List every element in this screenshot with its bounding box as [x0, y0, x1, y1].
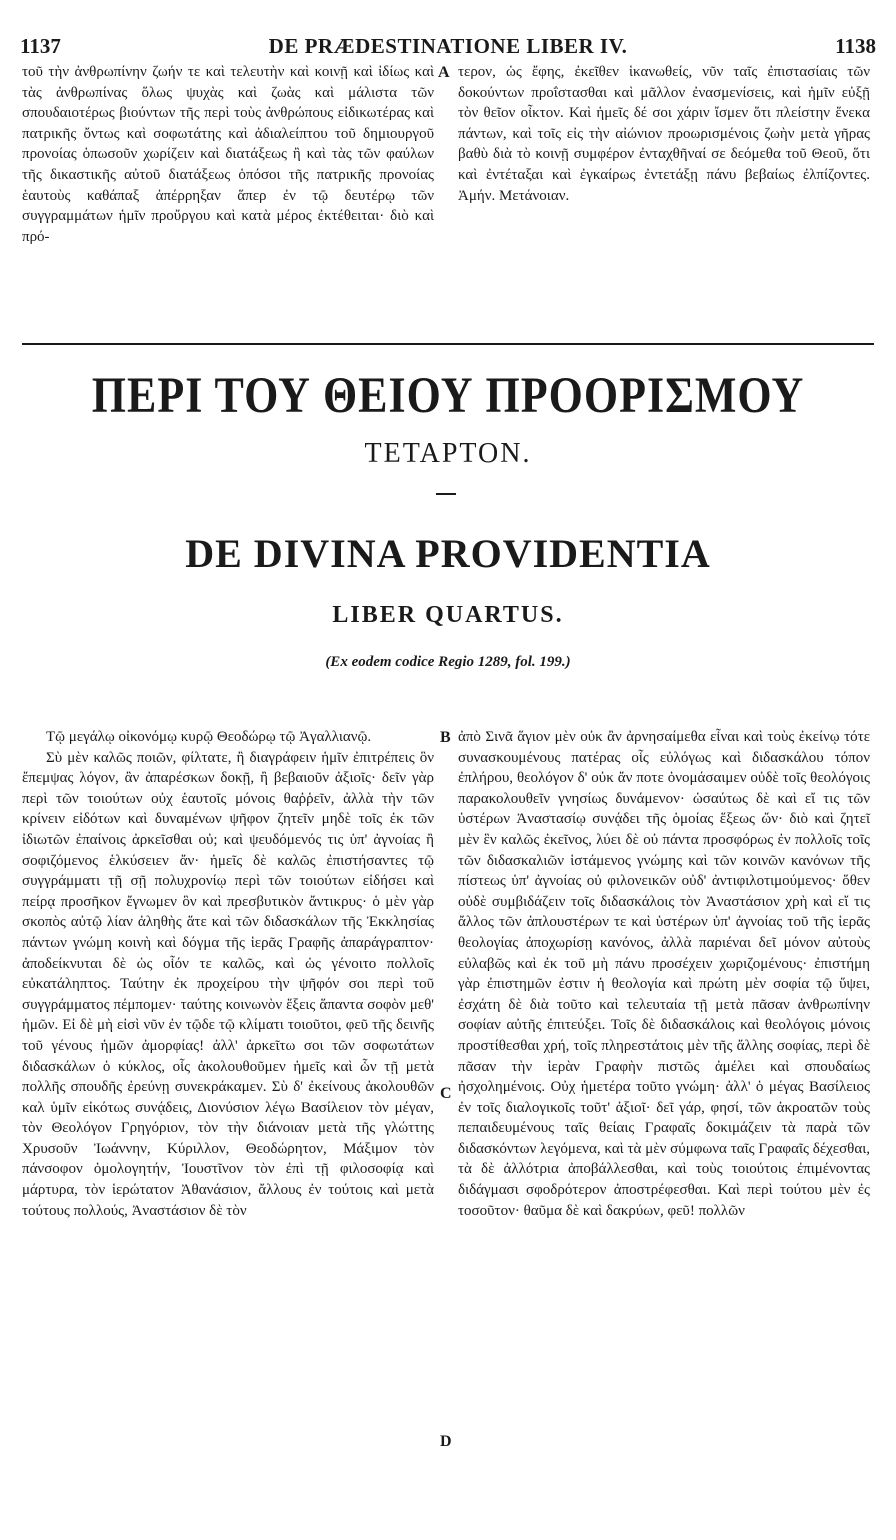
bottom-right-paragraph: ἀπὸ Σινᾶ ἅγιον μὲν οὐκ ἂν ἀρνησαίμεθα εἶναι καὶ τοὺς ἐκείνῳ τότε συνασκουμένους πατέρας οἷς εὐλόγως καὶ διδασκάλου τόπον ἐπλήρου, θεολόγον δ' οὐκ ἄν ποτε ὀνομάσαιμεν οὐδὲ τοῖς θεολόγοις παρακολουθεῖν γνησίως δυνάμενον· ὡσαύτως δὲ καὶ εἴ τις τῶν ὑστέρων Ἀναστασίῳ συνᾴδει τῆς ὁμοίας ἕξεως ὤν· διὸ καὶ ζητεῖ μὲν ἓν καλῶς ἐκεῖνος, λύει δὲ οὐ πάντα προσφόρως ἐν πολλοῖς τοῖς τῶν διδασκαλιῶν ἱστάμενος γνώμης καὶ τῶν κοινῶν κανόνων τῆς πίστεως ὑπ' ἀγνοίας οὐ φιλονεικῶν οὐδ' ἀντιφιλοτιμούμενος· ὅθεν οὐδὲ συμβιδάζειν τοῖς διδασκάλοις τὸν Ἀναστάσιον χρὴ καὶ εἴ τις ἄλλος τῶν ἁπλουστέρων τε καὶ ὑστέρων ὑπ' ἀγνοίας τοῦ τῆς ἱερᾶς θεολογίας ἀποχωρίσῃ κανόνος, ἀλλὰ παριέναι δεῖ μόνον αὐτοὺς εὐλαβῶς καὶ ἐκ τοῦ μὴ πάνυ προσέχειν χωριζομένους· ἐπιστήμη γὰρ ἐπιστημῶν ἐστιν ἡ θεολογία καὶ πρώτη μὲν σοφία τῷ ὕψει, ἐσχάτη δὲ διὰ τοῦτο καὶ τελευταία τῇ μετὰ πᾶσαν ἀνθρωπίνην σοφίαν αὐτῆς ἐπιτεύξει. Τοῖς δὲ διδασκάλοις καὶ θεολόγοις μόνοις προστίθεσθαι χρή, τοῖς πληρεστάτοις μὲν τῆς ἄλλης σοφίας, περὶ δὲ πᾶσαν τὴν ἱερὰν Γραφὴν πιστῶς ἀμέλει καὶ σπουδαίως ἠσχολημένοις. Οὐχ ἡμετέρα τοῦτο γνώμη· ἀλλ' ὁ μέγας Βασίλειος ἐν τοῖς διαλογικοῖς τοῦτ' ἀξιοῖ· δεῖ γάρ, φησί, τῶν ἀκροατῶν τοὺς πεπαιδευμένους ταῖς θείαις Γραφαῖς δοκιμάζειν τὰ παρὰ τῶν διδασκόντων λεγόμενα, καὶ τὰ μὲν σύμφωνα ταῖς Γραφαῖς δέχεσθαι, τὰ δὲ ἀλλότρια ἀποβάλλεσθαι, καὶ τοὺς τοιούτοις ἐπιμένοντας διδάγμασι σφοδρότερον ἀποστρέφεσθαι. Καὶ περὶ τούτου μὲν ἐς τοσοῦτον· θαῦμα δὲ καὶ δακρύων, φεῦ! πολλῶν: [458, 729, 870, 1219]
section-divider: [22, 343, 874, 345]
source-note: (Ex eodem codice Regio 1289, fol. 199.): [325, 654, 571, 670]
bottom-left-paragraph: Σὺ μὲν καλῶς ποιῶν, φίλτατε, ἢ διαγράφειν ἡμῖν ἐπιτρέπεις ὃν ἔπεμψας λόγον, ἂν ἀπαρέσκων δοκῇ, ἢ βεβαιοῦν ἀξιοῖς· δεῖν γὰρ περὶ τῶν τοιούτων οὐχ ἑαυτοῖς μόνοις θαῤῥεῖν, ἀλλὰ τὴν τῶν κρίνειν εἰδότων καὶ δυναμένων ψῆφον ζητεῖν μηδὲ τοῖς ἐκ τῶν ἰδιωτῶν ἐπαίνοις ἀρκεῖσθαι οὐ; καὶ ψευδόμενός τις ὑπ' ἀγνοίας ἢ σοφιζόμενος ἑλκύσειεν ἄν· ἡμεῖς δὲ καλῶς ἐπιστήσαντες τῷ συγγράμματι τῇ σῇ πολυχρονίῳ περὶ τῶν τοιούτων εἰδήσει καὶ πείρᾳ προσῆκον ἔγνωμεν ὃν καὶ πρεσβυτικὸν ἄντικρυς· ὁ μὲν γὰρ σκοπὸς αὐτῷ λίαν ἀληθὴς ἅτε καὶ τῶν διδασκάλων τῆς Ἐκκλησίας πάντων γνώμη κοινὴ καὶ δόγμα τῆς ἱερᾶς Γραφῆς ἀπαράγραπτον· ἀποδείκνυται δὲ ὡς οἷόν τε καλῶς, καὶ ὡς γένοιτο πολλοῖς εὐκατάληπτος. Ταύτην ἐκ προχείρου τὴν ψῆφόν σοι περὶ τοῦ συγγράμματος πέμπομεν· ταύτης κοινωνὸν ἕξεις ἅπαντα σοφὸν μεθ' ἡμῶν. Εἰ δὲ μὴ εἰσὶ νῦν ἐν τῷδε τῷ κλίματι τοιοῦτοι, φεῦ τῆς δεινῆς τοῦ γένους ἡμῶν ἀμορφίας! ἀλλ' ἀρκεῖτω σοι τῶν σοφωτάτων διδασκάλων ὁ κύκλος, οἷς ἀκολουθοῦμεν ἡμεῖς καὶ ὧν τῇ μετὰ πολλῆς σπουδῆς ἐρεύνῃ συνεκράκαμεν. Σὺ δ' ἐκείνους ἀκολουθῶν καλ ὑμῖν εἰκότως συνᾴδεις, Διονύσιον λέγω Βασίλειον τὸν μέγαν, τὸν Θεολόγον Γρηγόριον, τὸν τὴν διάνοιαν μετὰ τῆς γλώττης Χρυσοῦν Ἰωάννην, Κύριλλον, Θεοδώρητον, Μάξιμον τὸν πάνσοφον ὁμολογητήν, Ἰουστῖνον τὸν ἐπὶ τῇ φιλοσοφίᾳ καὶ μάρτυρα, τὸν ἱερώτατον Ἀθανάσιον, ἄλλους ἐν τούτοις καὶ μετὰ τούτους πολλούς, Ἀναστάσιον δὲ τὸν: [22, 749, 434, 1219]
latin-subtitle: LIBER QUARTUS.: [332, 602, 564, 628]
margin-marker-a: A: [438, 64, 450, 81]
top-right-column: [458, 62, 870, 206]
title-dash: [436, 493, 456, 495]
top-right-paragraph: τερον, ὡς ἔφης, ἐκεῖθεν ἱκανωθείς, νῦν ταῖς ἐπιστασίαις τῶν δοκούντων προΐστασθαι καὶ μᾶλλον ἐνασμενίσεις, καὶ ἡμῖν εὐξῇ τὸν θεῖον οἶκτον. Καὶ ἡμεῖς δέ σοι χάριν ἴσμεν ὅτι πλείστην ἕνεκα πάντων, καὶ τοῖς εἰς τὴν αἰώνιον προωρισμένοις ζωὴν μετὰ γῆρας βαθὺ διὰ τὸ κοινῇ συμφέρον ἐνταχθῆναί σε δεόμεθα τοῦ Θεοῦ, ὅτι καὶ ἐντέταξαι καὶ ἐγκαίρως ἐντετάξῃ πάνυ βεβαίως ἐλπίζοντες. Ἀμήν. Μετάνοιαν.: [458, 64, 870, 204]
top-left-column: [22, 62, 434, 247]
top-left-paragraph: τοῦ τὴν ἀνθρωπίνην ζωήν τε καὶ τελευτὴν καὶ κοινῇ καὶ ἰδίως καὶ τὰς ἀνθρωπίνας ὅλως ψυχὰς καὶ ζωὰς καὶ μάλιστα τῶν σπουδαιοτέρως βιούντων τῆς περὶ τοὺς ἀνθρώπους εἰδικωτέρας καὶ πατρικῆς ὄντως καὶ σοφωτάτης καὶ ἀδιαλείπτου τοῦ δημιουργοῦ προνοίας ὁπωσοῦν χωρίζειν καὶ διατάξεως ἢ καὶ τὰς τῶν φαύλων τῆς δικαστικῆς αὐτοῦ διατάξεως ὁπόσοι τῆς πατρικῆς προνοίας ἑαυτοὺς καθάπαξ ἀπέρρηξαν ἅπερ ἐν τῷ δευτέρῳ τῶν συγγραμμάτων ἡμῖν προὔργου καὶ κατὰ μέρος ἐκτέθειται· διὸ καὶ πρό-: [22, 64, 434, 245]
margin-marker-b: B: [440, 729, 451, 746]
page-number-right: 1138: [835, 34, 876, 58]
greek-subtitle: ΤΕΤΑΡΤΟΝ.: [364, 438, 532, 469]
page-number-left: 1137: [20, 34, 61, 58]
latin-title: DE DIVINA PROVIDENTIA: [185, 531, 711, 576]
bottom-left-column: [22, 727, 434, 1221]
greek-title: ΠΕΡΙ ΤΟΥ ΘΕΙΟΥ ΠΡΟΟΡΙΣΜΟΥ: [91, 367, 805, 424]
margin-marker-c: C: [440, 1085, 452, 1102]
running-title: DE PRÆDESTINATIONE LIBER IV.: [268, 34, 628, 58]
running-header: [20, 34, 876, 60]
margin-marker-d: D: [440, 1433, 452, 1450]
dedication: Τῷ μεγάλῳ οἰκονόμῳ κυρῷ Θεοδώρῳ τῷ Ἀγαλλιανῷ.: [46, 729, 372, 745]
bottom-right-column: [458, 727, 870, 1221]
